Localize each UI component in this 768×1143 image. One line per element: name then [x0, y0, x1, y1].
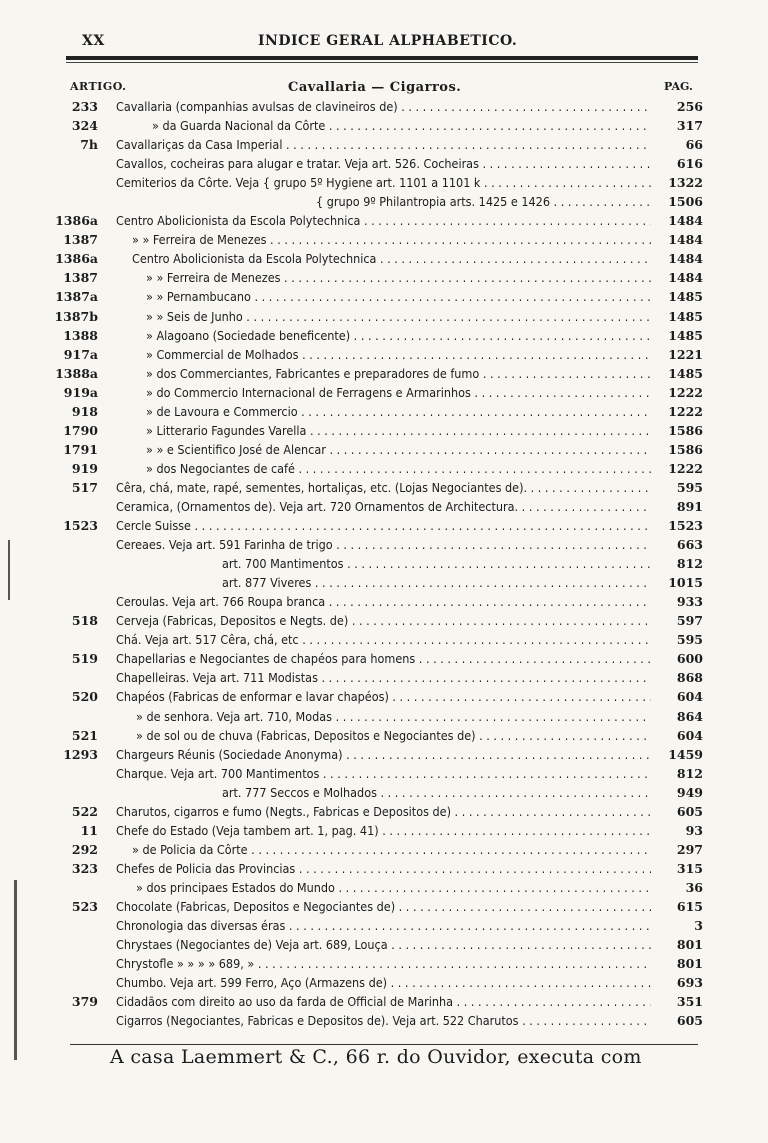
entry-text: Centro Abolicionista da Escola Polytechnica . . . — [132, 249, 652, 268]
entry-page-number: 693 — [651, 973, 703, 992]
index-entry — [0, 535, 768, 554]
index-entry — [0, 573, 768, 592]
entry-text: » dos Negociantes de café . . . — [146, 459, 652, 478]
index-entry — [0, 402, 768, 421]
entry-article-number: 521 — [71, 727, 98, 743]
index-entry — [0, 287, 768, 306]
index-entry — [0, 687, 768, 706]
entry-article-number: 523 — [71, 898, 98, 914]
entry-text: Chrystofle » » » » 689, » . . . — [116, 954, 652, 973]
entry-text: Chapelleiras. Veja art. 711 Modistas . . . — [116, 668, 652, 687]
entry-page-number: 93 — [651, 821, 703, 840]
entry-page-number: 317 — [651, 116, 703, 135]
entry-text: » de sol ou de chuva (Fabricas, Depositos e Negociantes de) . . . — [136, 726, 652, 745]
entry-text: Cercle Suisse . . . — [116, 516, 652, 535]
index-entry — [0, 173, 768, 192]
entry-article-number: 1388a — [55, 365, 98, 381]
entry-text: Cavallariças da Casa Imperial . . . — [116, 135, 652, 154]
entry-page-number: 1222 — [651, 402, 703, 421]
entry-page-number: 1485 — [651, 326, 703, 345]
section-heading: Cavallaria — Cigarros. — [288, 80, 462, 95]
index-entry — [0, 345, 768, 364]
index-entry — [0, 383, 768, 402]
entry-page-number: 1222 — [651, 459, 703, 478]
entry-page-number: 1015 — [651, 573, 703, 592]
entry-text: Chocolate (Fabricas, Depositos e Negociantes de) . . . — [116, 897, 652, 916]
entry-article-number: 1386a — [55, 251, 98, 267]
index-entry — [0, 897, 768, 916]
index-entry — [0, 649, 768, 668]
entry-page-number: 1484 — [651, 230, 703, 249]
entry-text: Cidadãos com direito ao uso da farda de Official de Marinha . . . — [116, 992, 652, 1011]
entry-text: Chefe do Estado (Veja tambem art. 1, pag. 41) . . . — [116, 821, 652, 840]
column-heading-artigo: ARTIGO. — [70, 80, 127, 93]
entry-text: Cigarros (Negociantes, Fabricas e Depositos de). Veja art. 522 Charutos . . . — [116, 1011, 652, 1030]
entry-article-number: 918 — [71, 403, 98, 419]
index-entry — [0, 554, 768, 573]
index-entry — [0, 364, 768, 383]
entry-page-number: 1322 — [651, 173, 703, 192]
running-title: INDICE GERAL ALPHABETICO. — [258, 33, 518, 49]
entry-text: Cereaes. Veja art. 591 Farinha de trigo . . . — [116, 535, 652, 554]
entry-page-number: 297 — [651, 840, 703, 859]
entry-page-number: 616 — [651, 154, 703, 173]
index-entry — [0, 840, 768, 859]
index-entry — [0, 611, 768, 630]
entry-page-number: 868 — [651, 668, 703, 687]
entry-text: » Commercial de Molhados . . . — [146, 345, 652, 364]
index-entry — [0, 135, 768, 154]
column-heading-pag: PAG. — [664, 80, 693, 93]
index-entry — [0, 745, 768, 764]
index-entry — [0, 630, 768, 649]
index-entry — [0, 802, 768, 821]
index-entry — [0, 211, 768, 230]
index-entry — [0, 478, 768, 497]
index-entry — [0, 764, 768, 783]
entry-text: Ceramica, (Ornamentos de). Veja art. 720 Ornamentos de Architectura. . . . — [116, 497, 652, 516]
entry-page-number: 604 — [651, 687, 703, 706]
index-entry — [0, 459, 768, 478]
page-header — [80, 33, 700, 53]
entry-article-number: 324 — [71, 118, 98, 134]
header-rule-thin — [66, 62, 698, 63]
index-entry — [0, 878, 768, 897]
index-entry — [0, 97, 768, 116]
entry-text: Cerveja (Fabricas, Depositos e Negts. de) . . . — [116, 611, 652, 630]
entry-article-number: 1790 — [63, 422, 98, 438]
entry-page-number: 1484 — [651, 211, 703, 230]
entry-page-number: 1484 — [651, 249, 703, 268]
entry-page-number: 949 — [651, 783, 703, 802]
entry-article-number: 1293 — [63, 746, 98, 762]
entry-article-number: 518 — [71, 613, 98, 629]
entry-text: Chargeurs Réunis (Sociedade Anonyma) . . . — [116, 745, 652, 764]
entry-page-number: 812 — [651, 554, 703, 573]
entry-article-number: 517 — [71, 479, 98, 495]
entry-article-number: 379 — [71, 994, 98, 1010]
entry-text: art. 700 Mantimentos . . . — [222, 554, 652, 573]
index-entry — [0, 707, 768, 726]
entry-text: Chapéos (Fabricas de enformar e lavar chapéos) . . . — [116, 687, 652, 706]
index-entry — [0, 154, 768, 173]
entry-text: Ceroulas. Veja art. 766 Roupa branca . . . — [116, 592, 652, 611]
entry-text: » de Policia da Côrte . . . — [132, 840, 652, 859]
entry-page-number: 801 — [651, 954, 703, 973]
entry-article-number: 919 — [71, 460, 98, 476]
entry-article-number: 233 — [71, 99, 98, 114]
entry-page-number: 663 — [651, 535, 703, 554]
entry-page-number: 604 — [651, 726, 703, 745]
entry-article-number: 919a — [63, 384, 98, 400]
index-entry — [0, 192, 768, 211]
entry-page-number: 1485 — [651, 364, 703, 383]
entry-text: Chumbo. Veja art. 599 Ferro, Aço (Armazens de) . . . — [116, 973, 652, 992]
margin-mark — [14, 880, 17, 1060]
footer-advert: A casa Laemmert & C., 66 r. do Ouvidor, executa com — [110, 1046, 642, 1068]
index-entry — [0, 116, 768, 135]
entry-text: » de senhora. Veja art. 710, Modas . . . — [136, 707, 652, 726]
entry-text: Cavallaria (companhias avulsas de clavineiros de) . . . — [116, 97, 652, 116]
entry-text: Chá. Veja art. 517 Cêra, chá, etc . . . — [116, 630, 652, 649]
entry-page-number: 615 — [651, 897, 703, 916]
entry-text: Centro Abolicionista da Escola Polytechnica . . . — [116, 211, 652, 230]
entry-page-number: 256 — [651, 97, 703, 116]
entry-text: Cêra, chá, mate, rapé, sementes, hortaliças, etc. (Lojas Negociantes de). . . . — [116, 478, 652, 497]
index-entry — [0, 421, 768, 440]
entry-article-number: 1386a — [55, 213, 98, 229]
entry-article-number: 1387 — [63, 232, 98, 248]
entry-text: » Litterario Fagundes Varella . . . — [146, 421, 652, 440]
index-entry — [0, 973, 768, 992]
entry-page-number: 1523 — [651, 516, 703, 535]
entry-page-number: 1221 — [651, 345, 703, 364]
entry-text: » do Commercio Internacional de Ferragens e Armarinhos . . . — [146, 383, 652, 402]
entry-text: Charque. Veja art. 700 Mantimentos . . . — [116, 764, 652, 783]
entry-article-number: 1387a — [55, 289, 98, 305]
index-entry — [0, 783, 768, 802]
entry-page-number: 36 — [651, 878, 703, 897]
entry-page-number: 801 — [651, 935, 703, 954]
index-entry — [0, 1011, 768, 1030]
entry-article-number: 1388 — [63, 327, 98, 343]
entry-text: » Alagoano (Sociedade beneficente) . . . — [146, 326, 652, 345]
entry-page-number: 595 — [651, 630, 703, 649]
entry-text: » da Guarda Nacional da Côrte . . . — [152, 116, 652, 135]
index-entry — [0, 954, 768, 973]
entry-page-number: 812 — [651, 764, 703, 783]
entry-text: » de Lavoura e Commercio . . . — [146, 402, 652, 421]
entry-article-number: 522 — [71, 803, 98, 819]
entry-page-number: 1586 — [651, 440, 703, 459]
entry-page-number: 605 — [651, 802, 703, 821]
index-entry — [0, 726, 768, 745]
entry-page-number: 864 — [651, 707, 703, 726]
index-entry — [0, 440, 768, 459]
entry-text: » » e Scientifico José de Alencar . . . — [146, 440, 652, 459]
index-entry — [0, 859, 768, 878]
entry-text: » dos principaes Estados do Mundo . . . — [136, 878, 652, 897]
entry-page-number: 66 — [651, 135, 703, 154]
index-entry — [0, 516, 768, 535]
entry-text: Chapellarias e Negociantes de chapéos para homens . . . — [116, 649, 652, 668]
index-entry — [0, 249, 768, 268]
entry-text: Chronologia das diversas éras . . . — [116, 916, 652, 935]
entry-page-number: 1586 — [651, 421, 703, 440]
entry-text: Chrystaes (Negociantes de) Veja art. 689, Louça . . . — [116, 935, 652, 954]
entry-text: » » Seis de Junho . . . — [146, 307, 652, 326]
index-entry — [0, 268, 768, 287]
entry-text: Cavallos, cocheiras para alugar e tratar. Veja art. 526. Cocheiras . . . — [116, 154, 652, 173]
index-entry — [0, 592, 768, 611]
entry-article-number: 917a — [63, 346, 98, 362]
entry-text: » » Ferreira de Menezes . . . — [146, 268, 652, 287]
entry-text: Cemiterios da Côrte. Veja { grupo 5º Hygiene art. 1101 a 1101 k . . . — [116, 173, 652, 192]
entry-page-number: 1485 — [651, 307, 703, 326]
entry-page-number: 1459 — [651, 745, 703, 764]
entry-article-number: 1387 — [63, 270, 98, 286]
entry-page-number: 351 — [651, 992, 703, 1011]
entry-text: art. 877 Viveres . . . — [222, 573, 652, 592]
entry-article-number: 519 — [71, 651, 98, 667]
entry-page-number: 1485 — [651, 287, 703, 306]
index-entry — [0, 497, 768, 516]
entry-text: Charutos, cigarros e fumo (Negts., Fabricas e Depositos de) . . . — [116, 802, 652, 821]
entry-page-number: 595 — [651, 478, 703, 497]
entry-article-number: 323 — [71, 860, 98, 876]
entry-text: » » Pernambucano . . . — [146, 287, 652, 306]
index-entry — [0, 230, 768, 249]
entry-article-number: 292 — [71, 841, 98, 857]
entry-text: art. 777 Seccos e Molhados . . . — [222, 783, 652, 802]
entry-page-number: 605 — [651, 1011, 703, 1030]
entry-article-number: 11 — [80, 822, 98, 838]
entry-page-number: 315 — [651, 859, 703, 878]
entry-article-number: 520 — [71, 689, 98, 705]
index-entry — [0, 935, 768, 954]
index-entry — [0, 326, 768, 345]
index-entry — [0, 992, 768, 1011]
entry-text: { grupo 9º Philantropia arts. 1425 e 1426 . . . — [316, 192, 652, 211]
entry-page-number: 1506 — [651, 192, 703, 211]
entry-text: Chefes de Policia das Provincias . . . — [116, 859, 652, 878]
entry-page-number: 600 — [651, 649, 703, 668]
entry-page-number: 933 — [651, 592, 703, 611]
entry-page-number: 1484 — [651, 268, 703, 287]
page-number: XX — [82, 33, 105, 49]
index-entries — [0, 97, 768, 1030]
index-entry — [0, 916, 768, 935]
entry-article-number: 1523 — [63, 518, 98, 534]
entry-page-number: 891 — [651, 497, 703, 516]
entry-page-number: 597 — [651, 611, 703, 630]
entry-text: » dos Commerciantes, Fabricantes e preparadores de fumo . . . — [146, 364, 652, 383]
index-entry — [0, 668, 768, 687]
footer-rule — [70, 1044, 698, 1045]
margin-mark — [8, 540, 10, 600]
entry-article-number: 1387b — [54, 308, 98, 324]
header-rule-thick — [66, 56, 698, 60]
entry-article-number: 1791 — [63, 441, 98, 457]
entry-article-number: 7h — [80, 137, 98, 153]
index-entry — [0, 307, 768, 326]
entry-page-number: 1222 — [651, 383, 703, 402]
entry-text: » » Ferreira de Menezes . . . — [132, 230, 652, 249]
entry-page-number: 3 — [651, 916, 703, 935]
index-entry — [0, 821, 768, 840]
